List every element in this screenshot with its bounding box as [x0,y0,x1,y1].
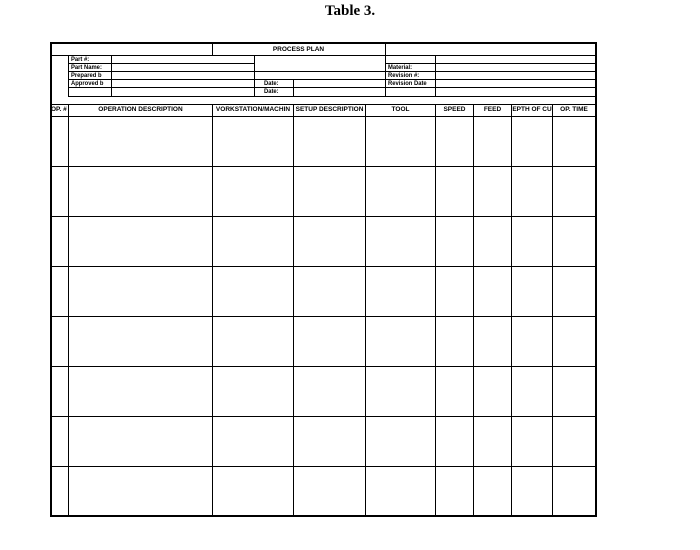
column-header-workstation-machine: VORKSTATION/MACHIN [215,106,291,113]
table-cell-workstation-machine[interactable] [213,417,293,466]
table-cell-feed[interactable] [474,317,511,366]
table-cell-op-number[interactable] [51,167,68,216]
table-cell-depth-of-cut[interactable] [512,167,552,216]
table-cell-setup-description[interactable] [294,167,365,216]
table-cell-feed[interactable] [474,217,511,266]
table-cell-feed[interactable] [474,167,511,216]
info-vline-mid [254,56,255,97]
table-row [50,166,596,216]
table-cell-speed[interactable] [436,467,473,516]
table-cell-workstation-machine[interactable] [213,117,293,166]
table-cell-tool[interactable] [366,167,435,216]
table-cell-speed[interactable] [436,167,473,216]
row-divider [50,316,596,317]
table-cell-tool[interactable] [366,467,435,516]
table-cell-operation-description[interactable] [69,367,212,416]
table-row [50,466,596,516]
table-cell-op-number[interactable] [51,367,68,416]
label-revision-number: Revision #: [388,72,420,79]
table-cell-operation-description[interactable] [69,317,212,366]
table-cell-setup-description[interactable] [294,467,365,516]
row-divider [50,366,596,367]
table-cell-depth-of-cut[interactable] [512,317,552,366]
process-plan-title: PROCESS PLAN [272,46,325,53]
column-header-tool: TOOL [391,106,410,113]
row-divider [50,266,596,267]
title-divider-right [385,42,386,56]
table-row [50,116,596,166]
table-row [50,216,596,266]
label-part-name: Part Name: [71,64,102,71]
table-cell-operation-description[interactable] [69,417,212,466]
label-revision-date: Revision Date [388,80,427,87]
label-part-number: Part #: [71,56,90,63]
table-cell-op-time[interactable] [553,317,595,366]
column-header-feed: FEED [483,106,502,113]
revision-date-field[interactable] [436,80,595,87]
table-row [50,416,596,466]
table-cell-speed[interactable] [436,217,473,266]
column-header-op-time: OP. TIME [560,106,588,113]
label-date-2: Date: [264,88,279,95]
table-cell-depth-of-cut[interactable] [512,117,552,166]
row-divider [50,216,596,217]
table-caption: Table 3. [324,3,376,19]
table-cell-speed[interactable] [436,117,473,166]
table-cell-speed[interactable] [436,417,473,466]
table-cell-op-number[interactable] [51,467,68,516]
table-cell-tool[interactable] [366,367,435,416]
table-cell-op-number[interactable] [51,267,68,316]
row-divider [50,166,596,167]
label-date-1: Date: [264,80,279,87]
table-cell-workstation-machine[interactable] [213,317,293,366]
table-cell-op-number[interactable] [51,317,68,366]
table-cell-op-time[interactable] [553,167,595,216]
table-row [50,316,596,366]
table-cell-feed[interactable] [474,367,511,416]
table-cell-workstation-machine[interactable] [213,167,293,216]
table-cell-op-time[interactable] [553,267,595,316]
prepared-by-field[interactable] [112,72,254,79]
column-header-speed: SPEED [443,106,466,113]
table-cell-op-time[interactable] [553,417,595,466]
table-cell-tool[interactable] [366,267,435,316]
column-header-depth-of-cut: EPTH OF CU [512,106,552,113]
table-cell-setup-description[interactable] [294,267,365,316]
table-cell-setup-description[interactable] [294,117,365,166]
frame-top [50,42,596,44]
table-cell-depth-of-cut[interactable] [512,217,552,266]
approved-date-field[interactable] [294,88,385,96]
info-row-line-5 [68,96,596,97]
table-cell-speed[interactable] [436,317,473,366]
table-cell-feed[interactable] [474,117,511,166]
table-cell-tool[interactable] [366,317,435,366]
revision-number-field[interactable] [436,72,595,79]
table-cell-workstation-machine[interactable] [213,267,293,316]
table-row [50,266,596,316]
row-divider [50,416,596,417]
column-header-setup-description: SETUP DESCRIPTION [295,106,364,113]
table-cell-op-time[interactable] [553,467,595,516]
label-material: Material: [388,64,413,71]
table-row [50,366,596,416]
label-approved-by: Approved b [71,80,104,87]
table-cell-operation-description[interactable] [69,217,212,266]
table-cell-tool[interactable] [366,417,435,466]
table-cell-op-time[interactable] [553,217,595,266]
table-cell-feed[interactable] [474,417,511,466]
row-divider [50,466,596,467]
table-cell-tool[interactable] [366,117,435,166]
table-cell-setup-description[interactable] [294,317,365,366]
table-cell-workstation-machine[interactable] [213,367,293,416]
table-cell-tool[interactable] [366,217,435,266]
table-cell-depth-of-cut[interactable] [512,367,552,416]
info-vline-right [385,56,386,97]
table-cell-operation-description[interactable] [69,117,212,166]
prepared-date-field[interactable] [294,80,385,87]
material-field[interactable] [436,64,595,71]
table-cell-speed[interactable] [436,267,473,316]
table-cell-feed[interactable] [474,267,511,316]
table-cell-op-number[interactable] [51,217,68,266]
table-cell-feed[interactable] [474,467,511,516]
table-cell-op-time[interactable] [553,367,595,416]
table-cell-setup-description[interactable] [294,217,365,266]
approved-by-field[interactable] [112,80,254,87]
table-cell-op-number[interactable] [51,417,68,466]
part-number-field[interactable] [112,56,254,63]
table-cell-depth-of-cut[interactable] [512,417,552,466]
table-cell-setup-description[interactable] [294,417,365,466]
table-cell-setup-description[interactable] [294,367,365,416]
table-cell-workstation-machine[interactable] [213,217,293,266]
label-prepared-by: Prepared b [71,72,102,79]
table-cell-workstation-machine[interactable] [213,467,293,516]
table-cell-operation-description[interactable] [69,467,212,516]
info-vline-left [68,56,69,97]
table-cell-op-number[interactable] [51,117,68,166]
table-cell-operation-description[interactable] [69,267,212,316]
column-header-op-number: OP. # [51,106,67,113]
table-cell-depth-of-cut[interactable] [512,267,552,316]
table-cell-op-time[interactable] [553,117,595,166]
table-cell-operation-description[interactable] [69,167,212,216]
table-cell-speed[interactable] [436,367,473,416]
part-name-field[interactable] [112,64,254,71]
table-cell-depth-of-cut[interactable] [512,467,552,516]
column-header-operation-description: OPERATION DESCRIPTION [98,106,183,113]
